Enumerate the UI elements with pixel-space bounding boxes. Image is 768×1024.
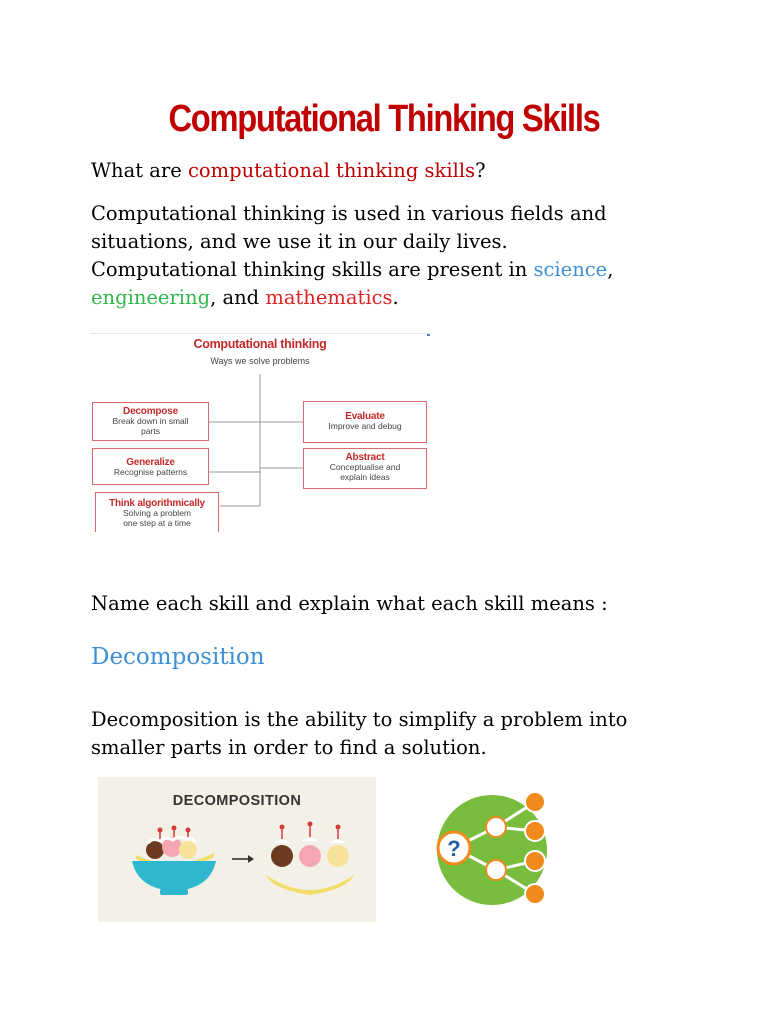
diagram-subtitle: Ways we solve problems	[210, 356, 310, 366]
generalize-heading: Generalize	[126, 457, 175, 468]
intro-line-1: Computational thinking is used in various fields and	[91, 202, 607, 225]
question-suffix: ?	[475, 159, 486, 182]
science-word: science	[533, 258, 608, 281]
intro-line-3	[91, 256, 691, 284]
computational-thinking-diagram	[90, 333, 430, 532]
banana-split-graphic	[98, 777, 376, 922]
question-highlight: computational thinking skills	[187, 159, 476, 182]
decompose-text-1: Break down in small	[112, 416, 189, 426]
cherries-right	[274, 822, 346, 844]
abstract-text-2: explain ideas	[340, 471, 390, 482]
mathematics-word: mathematics	[265, 286, 393, 309]
question-prefix: What are	[91, 159, 188, 182]
decomposition-line-1: Decomposition is the ability to simplify a problem into	[91, 708, 628, 731]
abstract-box	[303, 448, 427, 489]
generalize-text: Recognise patterns	[113, 467, 188, 477]
comma: ,	[607, 258, 614, 281]
question-mark-icon: ?	[447, 836, 461, 861]
think-algorithmically-text-2: one step at a time	[123, 517, 191, 528]
intro-question	[91, 157, 691, 185]
and-text: , and	[210, 286, 266, 309]
think-algorithmically-text-1: Solving a problem	[122, 508, 192, 518]
intro-line-3-prefix: Computational thinking skills are present in	[91, 258, 534, 281]
evaluate-text: Improve and debug	[328, 421, 402, 431]
intro-paragraph	[91, 200, 691, 312]
decompose-heading: Decompose	[123, 406, 178, 417]
decomposition-definition	[91, 706, 691, 762]
intro-line-2: situations, and we use it in our daily lives.	[91, 230, 508, 253]
decomposition-tree-icon	[436, 784, 548, 914]
evaluate-heading: Evaluate	[345, 411, 385, 422]
decomposition-illustration	[98, 777, 376, 922]
decompose-text-2: parts	[141, 425, 160, 436]
decomposition-line-2: smaller parts in order to find a solution.	[91, 736, 487, 759]
decomposition-heading: Decomposition	[91, 644, 265, 670]
decomposition-image-label: DECOMPOSITION	[172, 793, 302, 809]
abstract-heading: Abstract	[345, 452, 385, 463]
diagram-title: Computational thinking	[193, 337, 327, 351]
engineering-word: engineering	[91, 286, 211, 309]
think-algorithmically-box	[95, 492, 219, 532]
decompose-box	[92, 402, 209, 441]
intro-line-4	[91, 284, 691, 312]
period: .	[392, 286, 399, 309]
evaluate-box	[303, 401, 427, 443]
task-instruction: Name each skill and explain what each skill means :	[91, 592, 608, 615]
think-algorithmically-heading: Think algorithmically	[109, 498, 205, 509]
page-title: Computational Thinking Skills	[168, 98, 600, 140]
abstract-text-1: Conceptualise and	[329, 462, 401, 472]
generalize-box	[92, 448, 209, 485]
